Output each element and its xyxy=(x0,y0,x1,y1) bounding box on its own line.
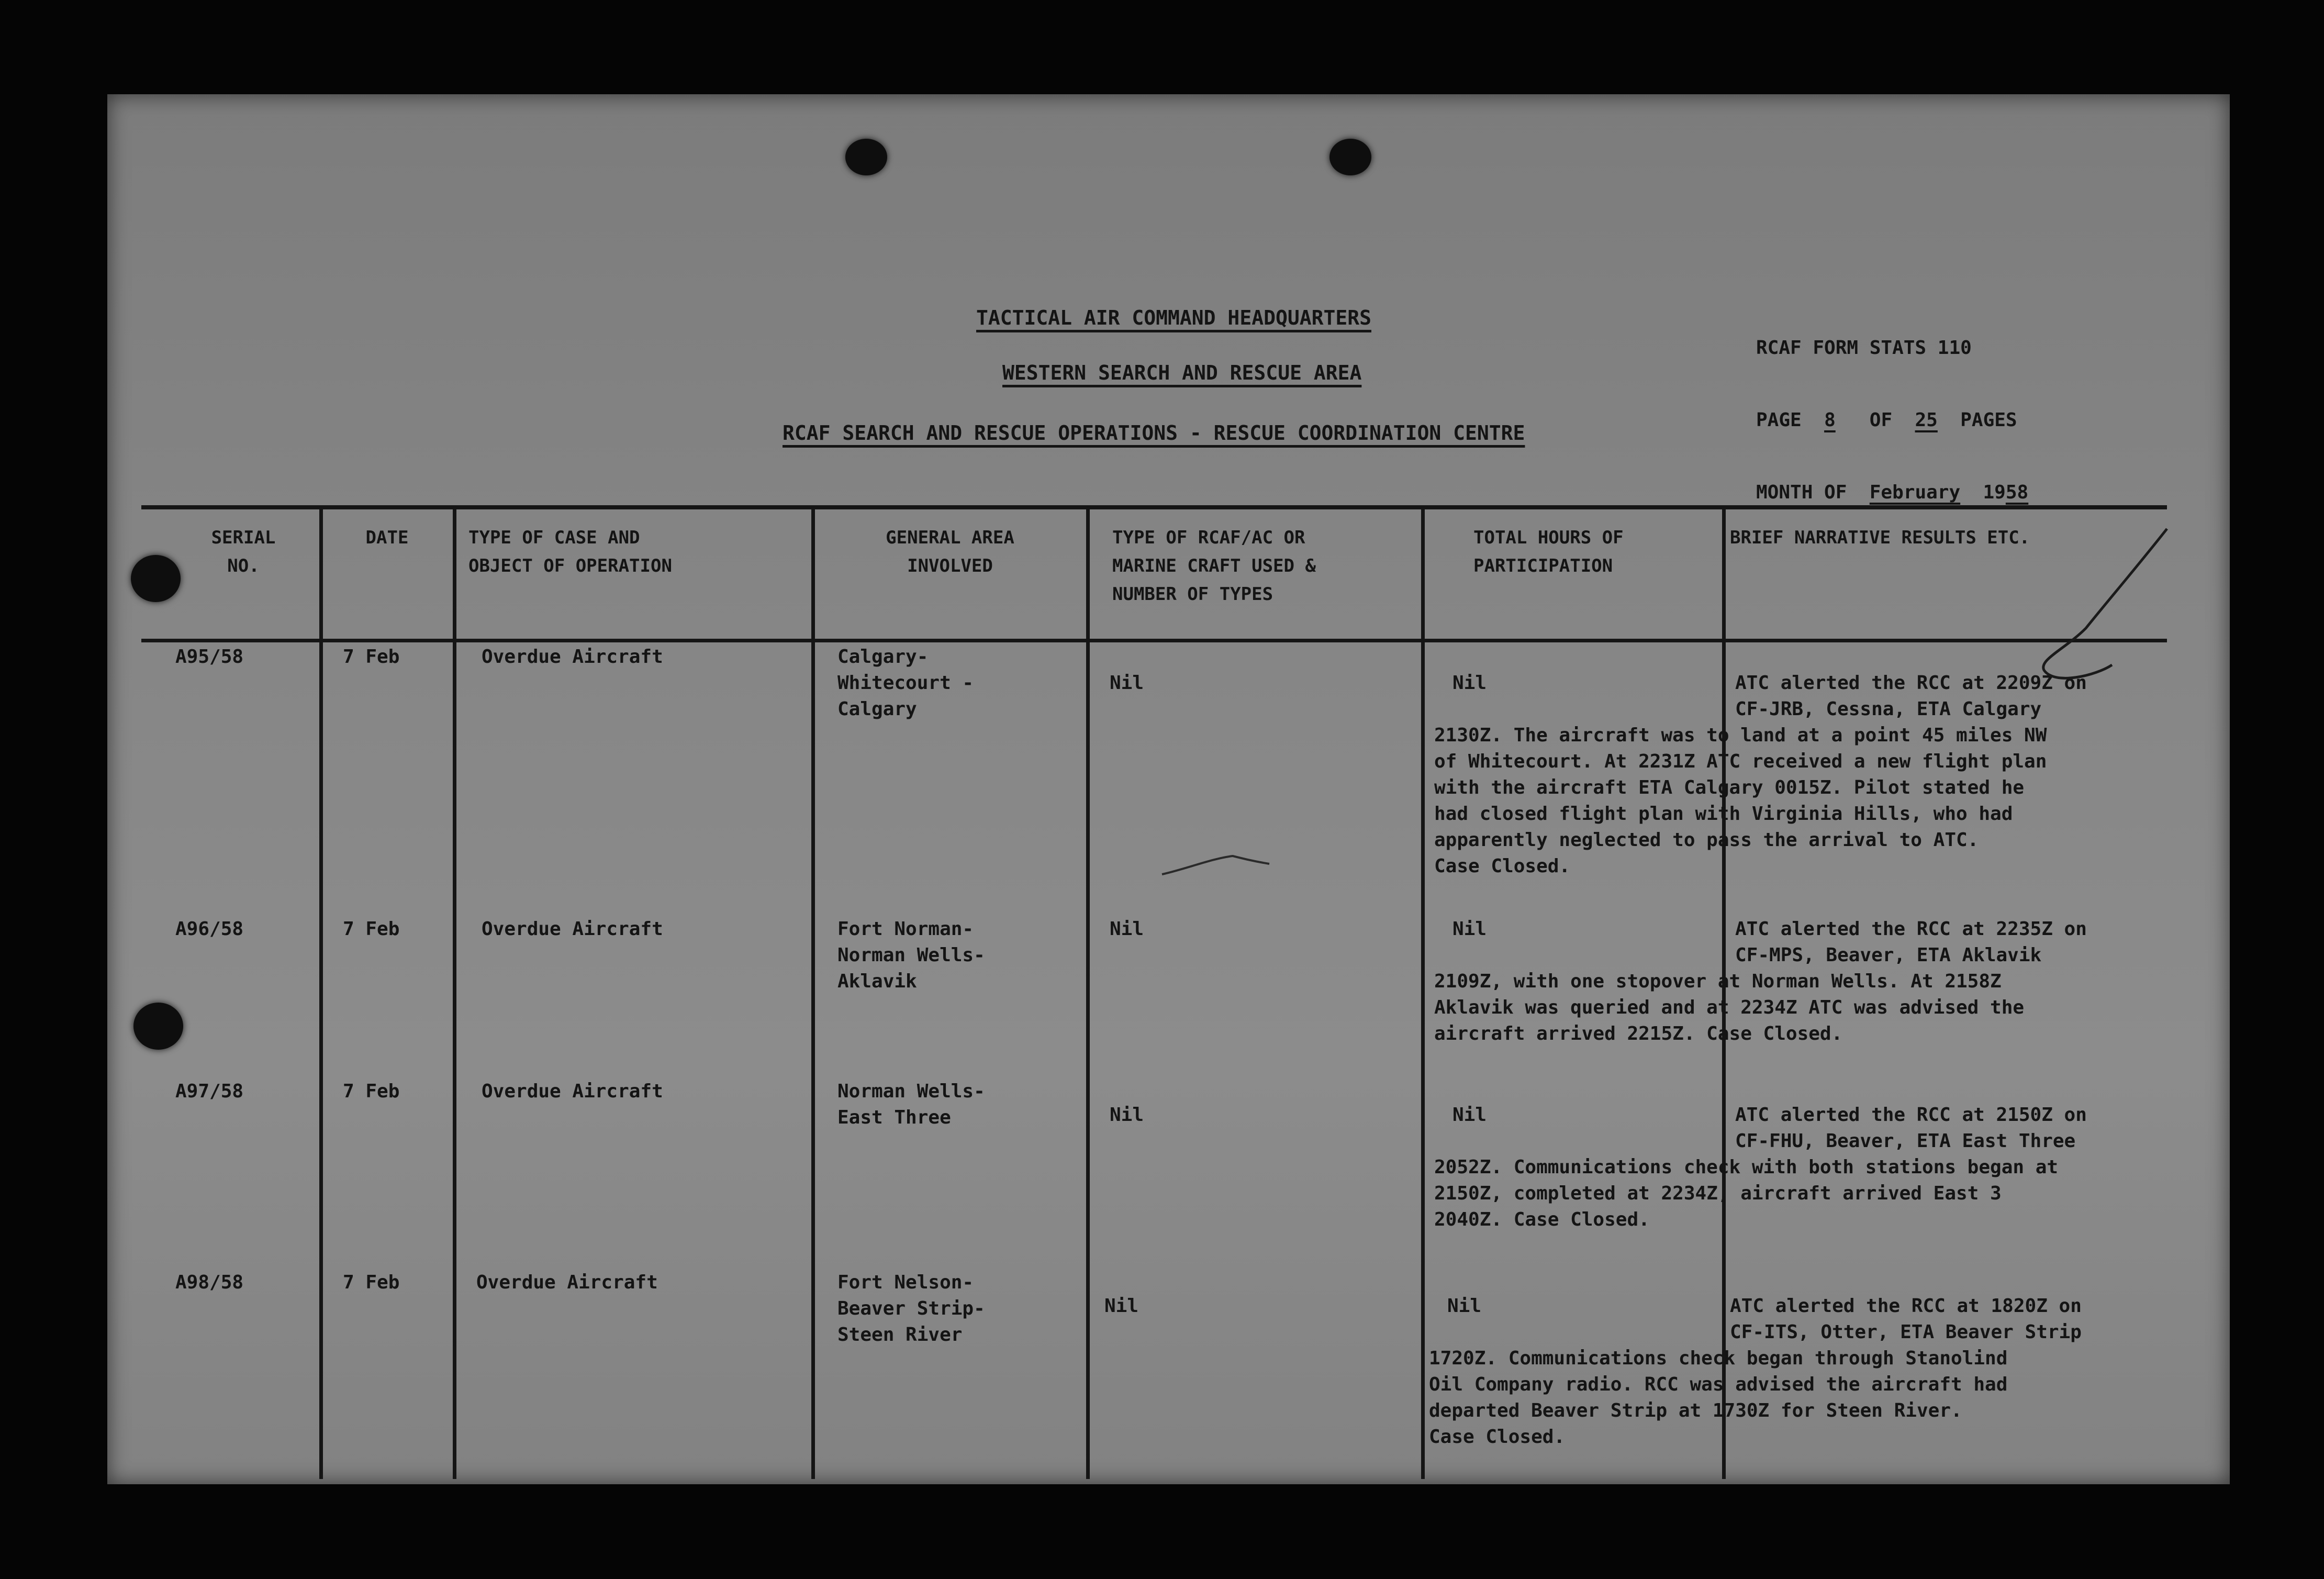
year-prefix: 19 xyxy=(1983,482,2006,503)
cell-date: 7 Feb xyxy=(343,918,400,940)
col-header-narrative: BRIEF NARRATIVE RESULTS ETC. xyxy=(1730,527,2030,548)
col-header-craft: TYPE OF RCAF/AC OR MARINE CRAFT USED & NUMBER OF TYPES xyxy=(1112,527,1316,605)
cell-date: 7 Feb xyxy=(343,646,400,668)
cell-narrative-head: ATC alerted the RCC at 2209Z on CF-JRB, Cessna, ETA Calgary xyxy=(1735,672,2087,720)
month-value: February xyxy=(1869,482,1961,503)
col-header-serial: SERIAL NO. xyxy=(211,527,276,576)
title-headquarters: TACTICAL AIR COMMAND HEADQUARTERS xyxy=(976,306,1371,329)
cell-narrative-body: 1720Z. Communications check began through Stanolind Oil Company radio. RCC was advised the aircraft had departed Beaver Strip at 1730Z for Steen River. Case Closed. xyxy=(1429,1348,2008,1448)
of-label: OF xyxy=(1869,409,1893,431)
cell-date: 7 Feb xyxy=(343,1272,400,1293)
cell-craft: Nil xyxy=(1110,672,1144,694)
cell-case: Overdue Aircraft xyxy=(476,1272,658,1293)
cell-narrative-head: ATC alerted the RCC at 1820Z on CF-ITS, Otter, ETA Beaver Strip xyxy=(1730,1295,2082,1343)
cell-area: Fort Norman- Norman Wells- Aklavik xyxy=(837,918,985,992)
col-header-case: TYPE OF CASE AND OBJECT OF OPERATION xyxy=(468,527,672,576)
cell-narrative-body: 2109Z, with one stopover at Norman Wells. At 2158Z Aklavik was queried and at 2234Z ATC was advised the aircraft arrived 2215Z. Case Closed. xyxy=(1434,971,2025,1044)
cell-case: Overdue Aircraft xyxy=(482,646,663,668)
cell-area: Norman Wells- East Three xyxy=(837,1081,985,1128)
page-label: PAGE xyxy=(1756,409,1802,431)
form-name: RCAF FORM STATS 110 xyxy=(1756,337,1972,359)
page-total: 25 xyxy=(1915,409,1938,431)
cell-hours: Nil xyxy=(1452,918,1487,940)
pages-label: PAGES xyxy=(1960,409,2017,431)
month-label: MONTH OF xyxy=(1756,482,1847,503)
title-area: WESTERN SEARCH AND RESCUE AREA xyxy=(1002,361,1362,384)
cell-area: Fort Nelson- Beaver Strip- Steen River xyxy=(837,1272,985,1346)
cell-area: Calgary- Whitecourt - Calgary xyxy=(837,646,974,720)
pen-squiggle xyxy=(107,94,2230,1484)
cell-case: Overdue Aircraft xyxy=(482,1081,663,1102)
cell-craft: Nil xyxy=(1110,918,1144,940)
cell-serial: A96/58 xyxy=(175,918,244,940)
year-value: 58 xyxy=(2005,482,2029,503)
title-operations: RCAF SEARCH AND RESCUE OPERATIONS - RESCUE COORDINATION CENTRE xyxy=(783,421,1525,444)
cell-date: 7 Feb xyxy=(343,1081,400,1102)
cell-hours: Nil xyxy=(1452,672,1487,694)
page-number: 8 xyxy=(1824,409,1836,431)
cell-narrative-body: 2130Z. The aircraft was to land at a point 45 miles NW of Whitecourt. At 2231Z ATC received a new flight plan with the aircraft ETA Calgary 0015Z. Pilot stated he had closed flight plan with Virginia Hills, who had apparently neglected to pass the arrival to ATC. Case Closed. xyxy=(1434,725,2047,877)
col-header-area: GENERAL AREA INVOLVED xyxy=(886,527,1014,576)
cell-hours: Nil xyxy=(1447,1295,1482,1317)
col-header-hours: TOTAL HOURS OF PARTICIPATION xyxy=(1473,527,1624,576)
cell-serial: A95/58 xyxy=(175,646,244,668)
cell-serial: A98/58 xyxy=(175,1272,244,1293)
cell-serial: A97/58 xyxy=(175,1081,244,1102)
cell-narrative-body: 2052Z. Communications check with both stations began at 2150Z, completed at 2234Z, aircraft arrived East 3 2040Z. Case Closed. xyxy=(1434,1157,2059,1230)
col-header-date: DATE xyxy=(365,527,409,548)
cell-hours: Nil xyxy=(1452,1104,1487,1126)
cell-narrative-head: ATC alerted the RCC at 2235Z on CF-MPS, Beaver, ETA Aklavik xyxy=(1735,918,2087,966)
cell-narrative-head: ATC alerted the RCC at 2150Z on CF-FHU, Beaver, ETA East Three xyxy=(1735,1104,2087,1152)
document-page xyxy=(107,94,2230,1484)
cell-craft: Nil xyxy=(1110,1104,1144,1126)
cell-case: Overdue Aircraft xyxy=(482,918,663,940)
cell-craft: Nil xyxy=(1104,1295,1139,1317)
